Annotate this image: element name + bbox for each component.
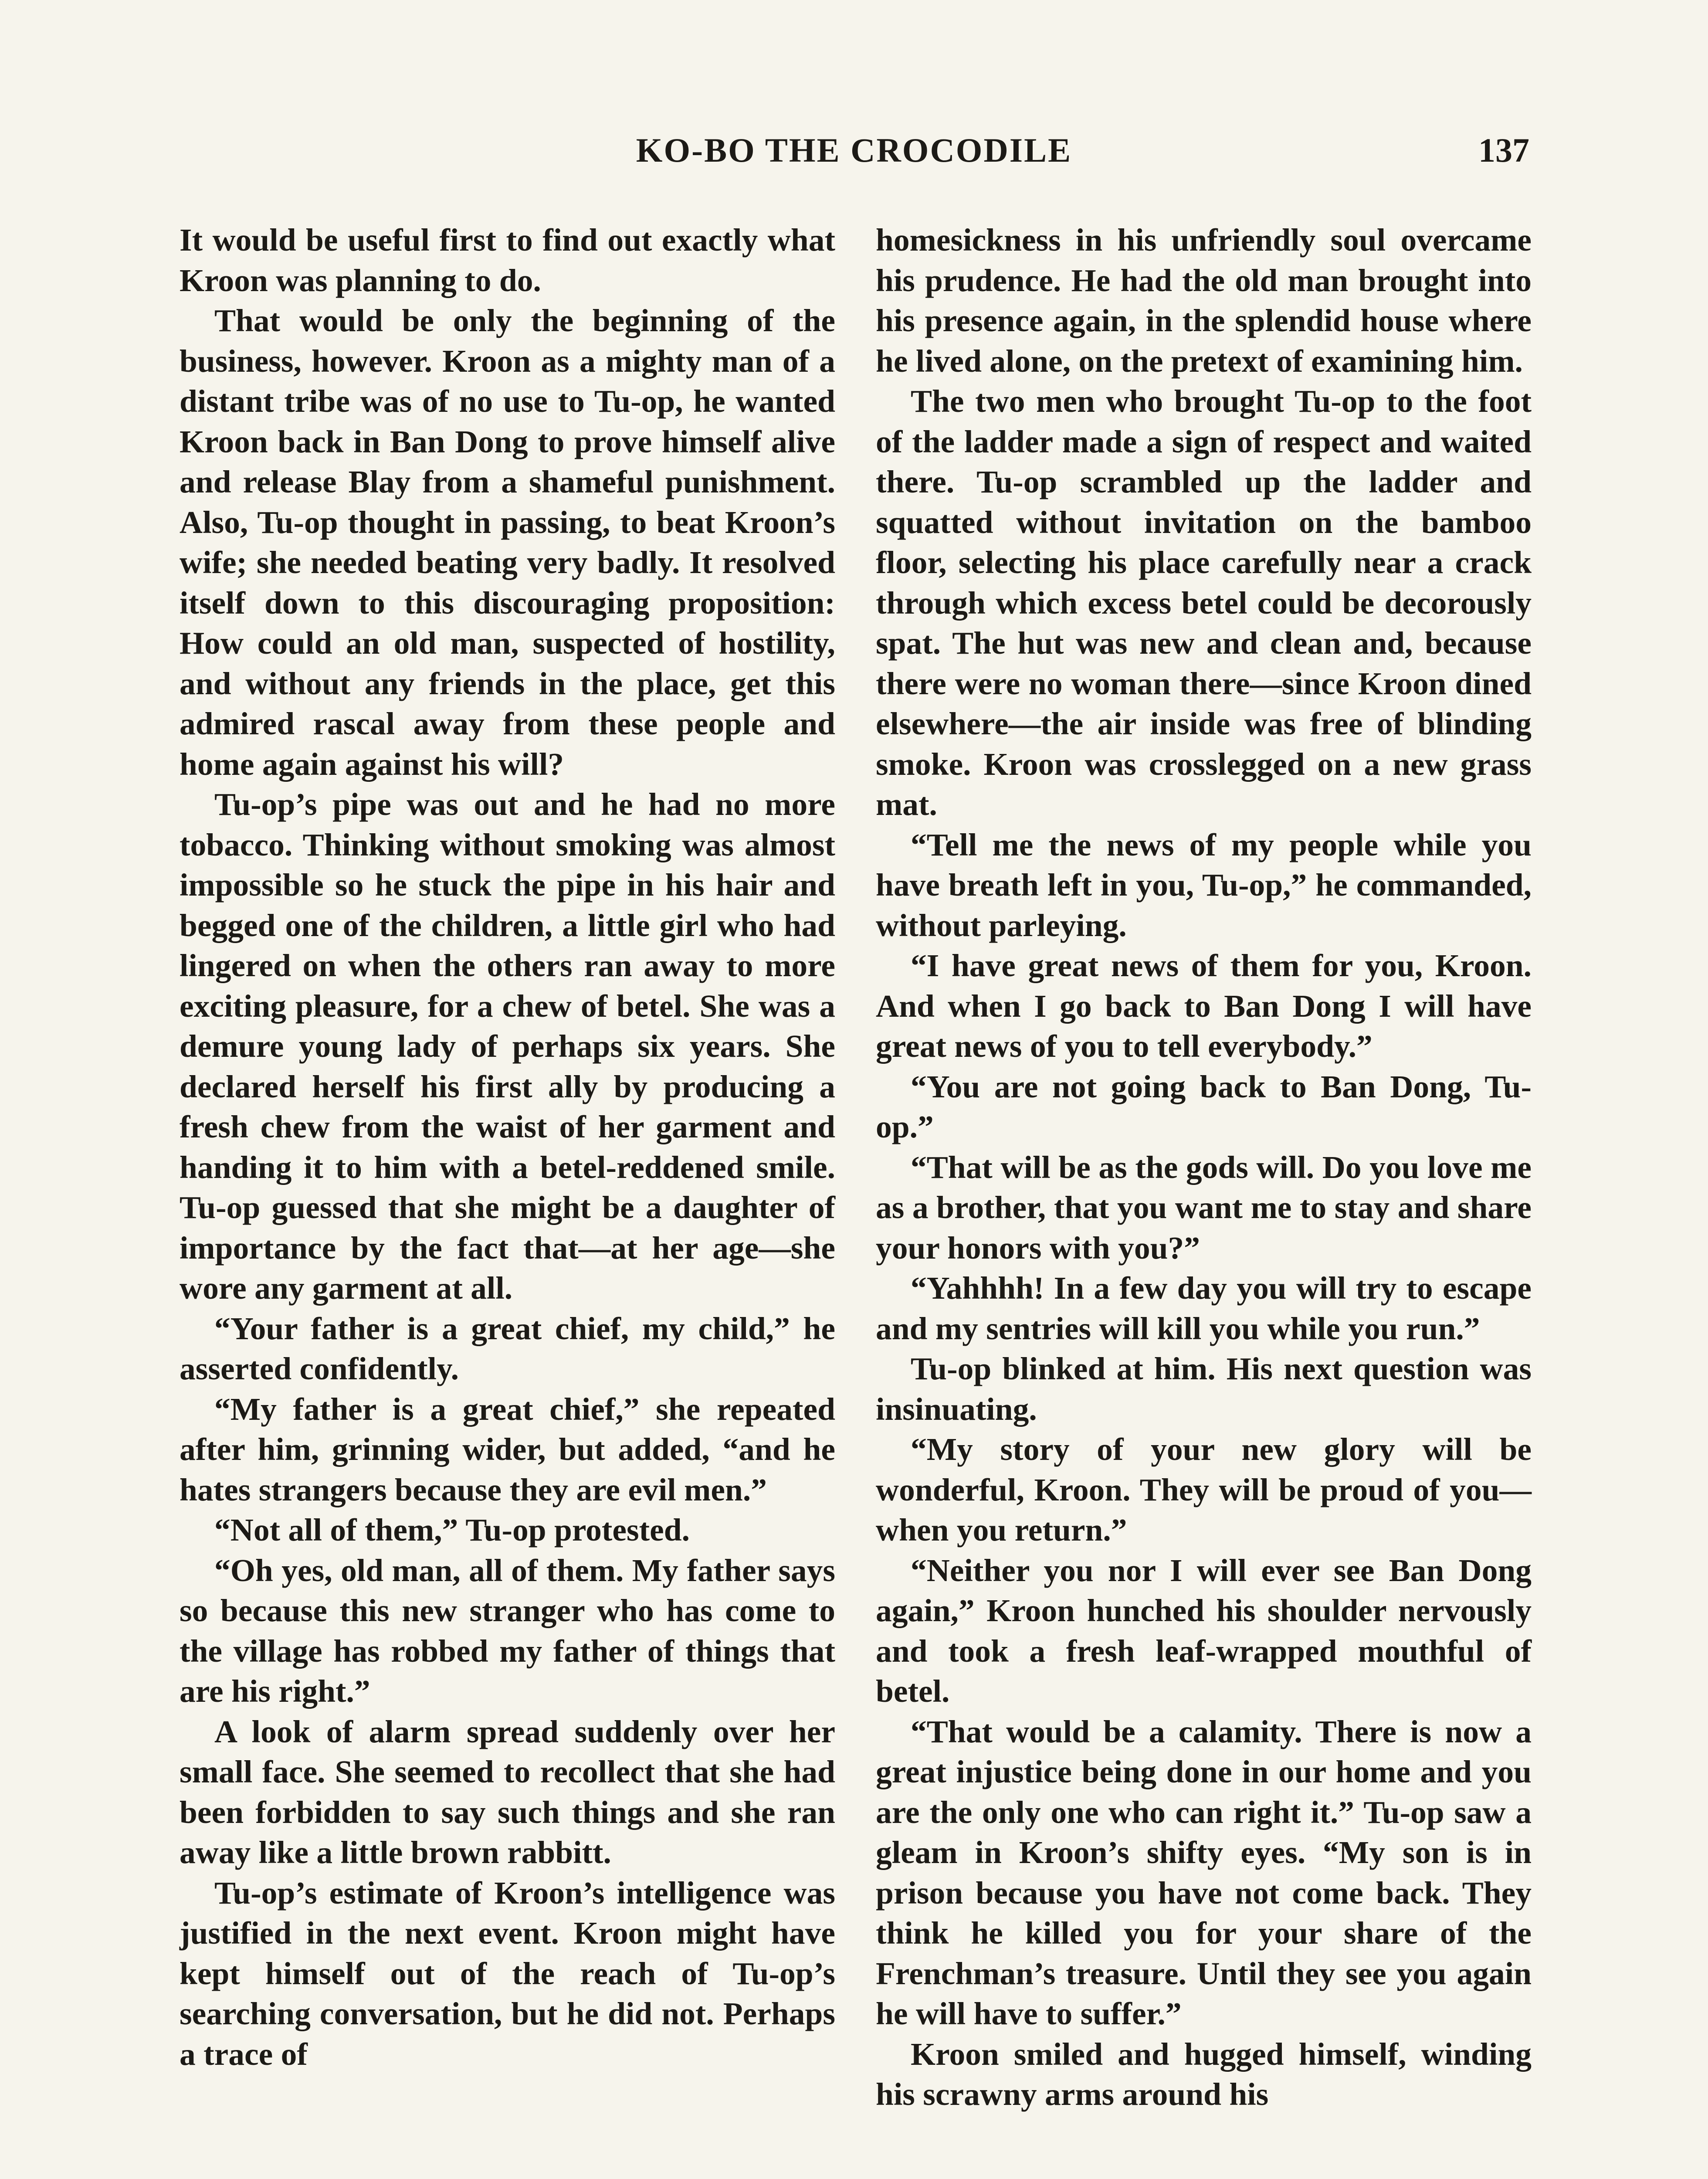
paragraph: “Not all of them,” Tu-op protested. bbox=[214, 1512, 690, 1548]
paragraph: That would be only the beginning of the business, however. Kroon as a mighty man of a distant tribe was of no use to Tu-op, he wanted Kroon back in Ban Dong to prove himself alive and release Blay from a shameful punishment. Also, Tu-op thought in passing, to beat Kroon’s wife; she needed beating very badly. It resolved itself down to this discouraging proposition: How could an old man, suspected of hostility, and without any friends in the place, get this admired rascal away from these people and home again against his will? bbox=[180, 303, 835, 782]
running-title: KO-BO THE CROCODILE bbox=[636, 131, 1072, 169]
paragraph: Tu-op’s estimate of Kroon’s intelligence was justified in the next event. Kroon might have kept himself out of the reach of Tu-op’s searching conversation, but he did not. Perhaps a trace of bbox=[180, 1875, 835, 2072]
right-column bbox=[876, 220, 1532, 2115]
paragraph: Tu-op blinked at him. His next question was insinuating. bbox=[876, 1351, 1532, 1427]
running-head bbox=[179, 131, 1529, 179]
paragraph: “That will be as the gods will. Do you love me as a brother, that you want me to stay and share your honors with you?” bbox=[876, 1149, 1532, 1266]
left-column bbox=[180, 220, 835, 2074]
paragraph: “I have great news of them for you, Kroon. And when I go back to Ban Dong I will have great news of you to tell everybody.” bbox=[876, 948, 1532, 1064]
paragraph: “Neither you nor I will ever see Ban Dong again,” Kroon hunched his shoulder nervously and took a fresh leaf-wrapped mouthful of betel. bbox=[876, 1552, 1532, 1709]
paragraph: Kroon smiled and hugged himself, winding his scrawny arms around his bbox=[876, 2036, 1532, 2112]
paragraph: “You are not going back to Ban Dong, Tu-op.” bbox=[876, 1069, 1532, 1144]
paragraph: It would be useful first to find out exactly what Kroon was planning to do. bbox=[180, 222, 835, 298]
paragraph: homesickness in his unfriendly soul overcame his prudence. He had the old man brought into his presence again, in the splendid house where he lived alone, on the pretext of examining him. bbox=[876, 222, 1532, 379]
paragraph: “Your father is a great chief, my child,” he asserted confidently. bbox=[180, 1310, 835, 1386]
page-number: 137 bbox=[1478, 131, 1529, 169]
paragraph: “Tell me the news of my people while you have breath left in you, Tu-op,” he commanded, without parleying. bbox=[876, 827, 1532, 943]
paragraph: The two men who brought Tu-op to the foot of the ladder made a sign of respect and waited there. Tu-op scrambled up the ladder and squatted without invitation on the bamboo floor, selecting his place carefully near a crack through which excess betel could be decorously spat. The hut was new and clean and, because there were no woman there—since Kroon dined elsewhere—the air inside was free of blinding smoke. Kroon was crosslegged on a new grass mat. bbox=[876, 384, 1532, 822]
paragraph: “Yahhhh! In a few day you will try to escape and my sentries will kill you while you run.” bbox=[876, 1270, 1532, 1346]
paragraph: “My story of your new glory will be wonderful, Kroon. They will be proud of you—when you return.” bbox=[876, 1432, 1532, 1548]
paragraph: A look of alarm spread suddenly over her small face. She seemed to recollect that she had been forbidden to say such things and she ran away like a little brown rabbitt. bbox=[180, 1714, 835, 1870]
paragraph: “That would be a calamity. There is now a great injustice being done in our home and you are the only one who can right it.” Tu-op saw a gleam in Kroon’s shifty eyes. “My son is in prison because you have not come back. They think he killed you for your share of the Frenchman’s treasure. Until they see you again he will have to suffer.” bbox=[876, 1714, 1532, 2031]
paragraph: “My father is a great chief,” she repeated after him, grinning wider, but added, “and he hates strangers because they are evil men.” bbox=[180, 1391, 835, 1507]
paragraph: “Oh yes, old man, all of them. My father says so because this new stranger who has come to the village has robbed my father of things that are his right.” bbox=[180, 1552, 835, 1709]
paragraph: Tu-op’s pipe was out and he had no more tobacco. Thinking without smoking was almost impossible so he stuck the pipe in his hair and begged one of the children, a little girl who had lingered on when the others ran away to more exciting pleasure, for a chew of betel. She was a demure young lady of perhaps six years. She declared herself his first ally by producing a fresh chew from the waist of her garment and handing it to him with a betel-reddened smile. Tu-op guessed that she might be a daughter of importance by the fact that—at her age—she wore any garment at all. bbox=[180, 787, 835, 1306]
